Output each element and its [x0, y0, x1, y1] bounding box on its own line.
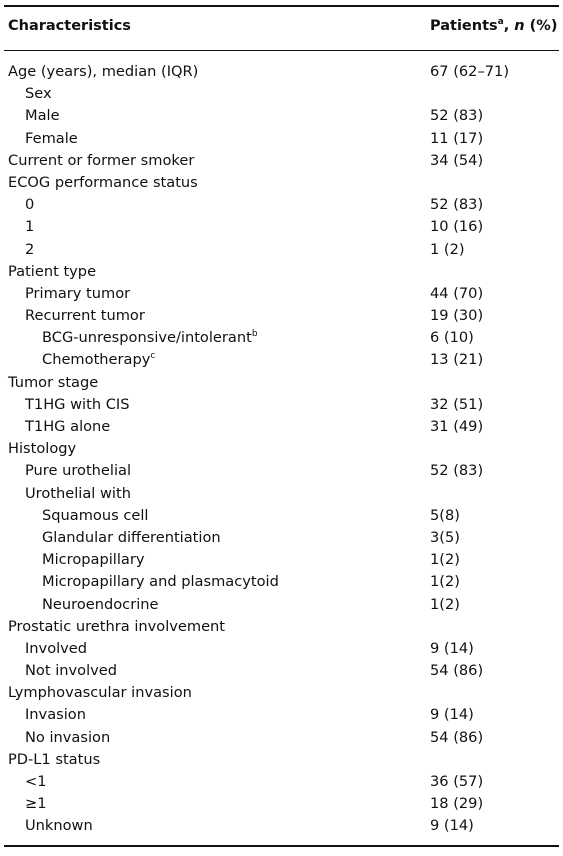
table-row	[4, 239, 559, 261]
row-label-text: Invasion	[25, 706, 86, 724]
row-value: 36 (57)	[430, 773, 484, 790]
table-row	[4, 815, 559, 837]
row-label-text: Recurrent tumor	[25, 307, 145, 325]
table-row	[4, 771, 559, 793]
row-label-text: Histology	[8, 440, 77, 458]
row-footnote-marker: b	[251, 329, 258, 340]
row-label-text: BCG-unresponsive/intolerant	[42, 329, 252, 347]
row-footnote-marker: c	[150, 351, 156, 362]
row-value: 44 (70)	[430, 284, 484, 302]
row-label	[8, 749, 100, 771]
table-row	[4, 682, 559, 704]
row-label-text: ECOG performance status	[8, 173, 198, 191]
row-label-text: 0	[25, 196, 35, 214]
row-label-text: 2	[25, 240, 35, 258]
row-label-text: <1	[25, 773, 47, 790]
header-patients-comma: ,	[503, 18, 515, 34]
row-label	[8, 261, 96, 283]
table-row	[4, 416, 559, 438]
row-label	[25, 105, 60, 127]
row-label-text: Glandular differentiation	[42, 528, 221, 546]
table-row	[4, 349, 559, 371]
row-label-text: T1HG with CIS	[25, 395, 130, 413]
header-characteristics: Characteristics	[8, 18, 131, 34]
row-label-text: ≥1	[25, 795, 47, 813]
row-label	[42, 349, 155, 371]
row-label	[25, 483, 131, 505]
table-row	[4, 704, 559, 726]
row-label-text: Male	[25, 107, 60, 125]
table-row	[4, 571, 559, 593]
row-value: 32 (51)	[430, 395, 484, 413]
row-value: 67 (62–71)	[430, 63, 510, 80]
row-label	[25, 283, 130, 305]
row-label	[25, 83, 52, 105]
table-row	[4, 372, 559, 394]
row-value: 31 (49)	[430, 418, 484, 435]
row-value: 3(5)	[430, 528, 460, 546]
table-row	[4, 594, 559, 616]
row-label	[25, 771, 47, 793]
table-header-rule	[4, 50, 559, 51]
row-label-text: Lymphovascular invasion	[8, 684, 192, 702]
row-label-text: 1	[25, 218, 35, 236]
row-label	[8, 150, 194, 172]
row-label	[42, 571, 279, 593]
row-label-text: Prostatic urethra involvement	[8, 617, 226, 635]
row-label-text: T1HG alone	[25, 418, 111, 435]
table-row	[4, 793, 559, 815]
row-label	[8, 172, 198, 194]
row-label-text: Chemotherapy	[42, 351, 151, 369]
table-row	[4, 194, 559, 216]
row-value: 19 (30)	[430, 307, 484, 325]
table-row	[4, 438, 559, 460]
table-row	[4, 61, 559, 83]
row-label	[25, 194, 34, 216]
row-value: 11 (17)	[430, 129, 484, 147]
row-label	[25, 815, 93, 837]
table-row	[4, 327, 559, 349]
row-label	[42, 594, 158, 616]
table-row	[4, 216, 559, 238]
row-label	[8, 61, 198, 83]
table-top-rule	[4, 5, 559, 7]
table-row	[4, 549, 559, 571]
row-label-text: PD-L1 status	[8, 750, 101, 768]
row-label	[25, 660, 117, 682]
header-patients	[430, 18, 557, 34]
row-value: 5(8)	[430, 506, 460, 524]
row-value: 52 (83)	[430, 107, 484, 125]
row-value: 10 (16)	[430, 218, 484, 236]
table-row	[4, 394, 559, 416]
row-label-text: Female	[25, 129, 78, 147]
row-label	[25, 128, 78, 150]
row-label	[8, 682, 192, 704]
row-label	[25, 305, 145, 327]
row-label	[42, 505, 148, 527]
row-label-text: Current or former smoker	[8, 151, 195, 169]
header-patients-footnote: a	[497, 17, 504, 28]
table-row	[4, 505, 559, 527]
row-value: 54 (86)	[430, 662, 484, 680]
table-row	[4, 660, 559, 682]
row-label-text: Primary tumor	[25, 284, 131, 302]
row-label-text: No invasion	[25, 728, 111, 746]
row-label-text: Patient type	[8, 262, 97, 280]
row-label	[8, 438, 76, 460]
row-label	[25, 638, 87, 660]
row-label	[25, 416, 110, 438]
table-row	[4, 483, 559, 505]
row-value: 1(2)	[430, 595, 460, 613]
row-label-text: Unknown	[25, 817, 93, 835]
table-bottom-rule	[4, 845, 559, 847]
row-value: 13 (21)	[430, 351, 484, 369]
table-row	[4, 305, 559, 327]
row-label-text: Sex	[25, 85, 52, 103]
row-label-text: Involved	[25, 639, 88, 657]
row-label-text: Micropapillary	[42, 551, 145, 569]
row-label	[25, 216, 34, 238]
table-row	[4, 83, 559, 105]
row-label	[42, 327, 258, 349]
row-value: 9 (14)	[430, 706, 474, 724]
row-label	[42, 549, 145, 571]
row-label-text: Pure urothelial	[25, 462, 132, 480]
row-label-text: Tumor stage	[8, 373, 99, 391]
row-label	[42, 527, 221, 549]
row-value: 1(2)	[430, 573, 460, 591]
table-row	[4, 460, 559, 482]
row-value: 9 (14)	[430, 817, 474, 835]
table-row	[4, 150, 559, 172]
table-row	[4, 105, 559, 127]
row-label-text: Squamous cell	[42, 506, 149, 524]
row-label	[25, 239, 34, 261]
row-label	[25, 727, 110, 749]
table-row	[4, 527, 559, 549]
row-label-text: Age (years), median (IQR)	[8, 63, 199, 80]
row-label-text: Not involved	[25, 662, 118, 680]
table-row	[4, 172, 559, 194]
table-row	[4, 749, 559, 771]
header-patients-label: Patients	[430, 18, 498, 34]
header-patients-percent: (%)	[524, 18, 558, 34]
row-label	[25, 460, 131, 482]
table-row	[4, 616, 559, 638]
row-label	[8, 372, 98, 394]
row-value: 6 (10)	[430, 329, 474, 347]
row-value: 34 (54)	[430, 151, 484, 169]
row-label-text: Neuroendocrine	[42, 595, 159, 613]
row-label-text: Micropapillary and plasmacytoid	[42, 573, 279, 591]
row-value: 18 (29)	[430, 795, 484, 813]
table-row	[4, 261, 559, 283]
row-value: 52 (83)	[430, 196, 484, 214]
row-value: 1 (2)	[430, 240, 465, 258]
row-label	[25, 704, 86, 726]
table-row	[4, 283, 559, 305]
table-row	[4, 638, 559, 660]
row-value: 52 (83)	[430, 462, 484, 480]
row-value: 54 (86)	[430, 728, 484, 746]
table-row	[4, 128, 559, 150]
row-value: 9 (14)	[430, 639, 474, 657]
row-value: 1(2)	[430, 551, 460, 569]
table-row	[4, 727, 559, 749]
row-label	[25, 394, 129, 416]
table-body	[4, 61, 559, 838]
header-patients-n: n	[514, 18, 525, 34]
row-label	[25, 793, 47, 815]
row-label-text: Urothelial with	[25, 484, 131, 502]
row-label	[8, 616, 225, 638]
